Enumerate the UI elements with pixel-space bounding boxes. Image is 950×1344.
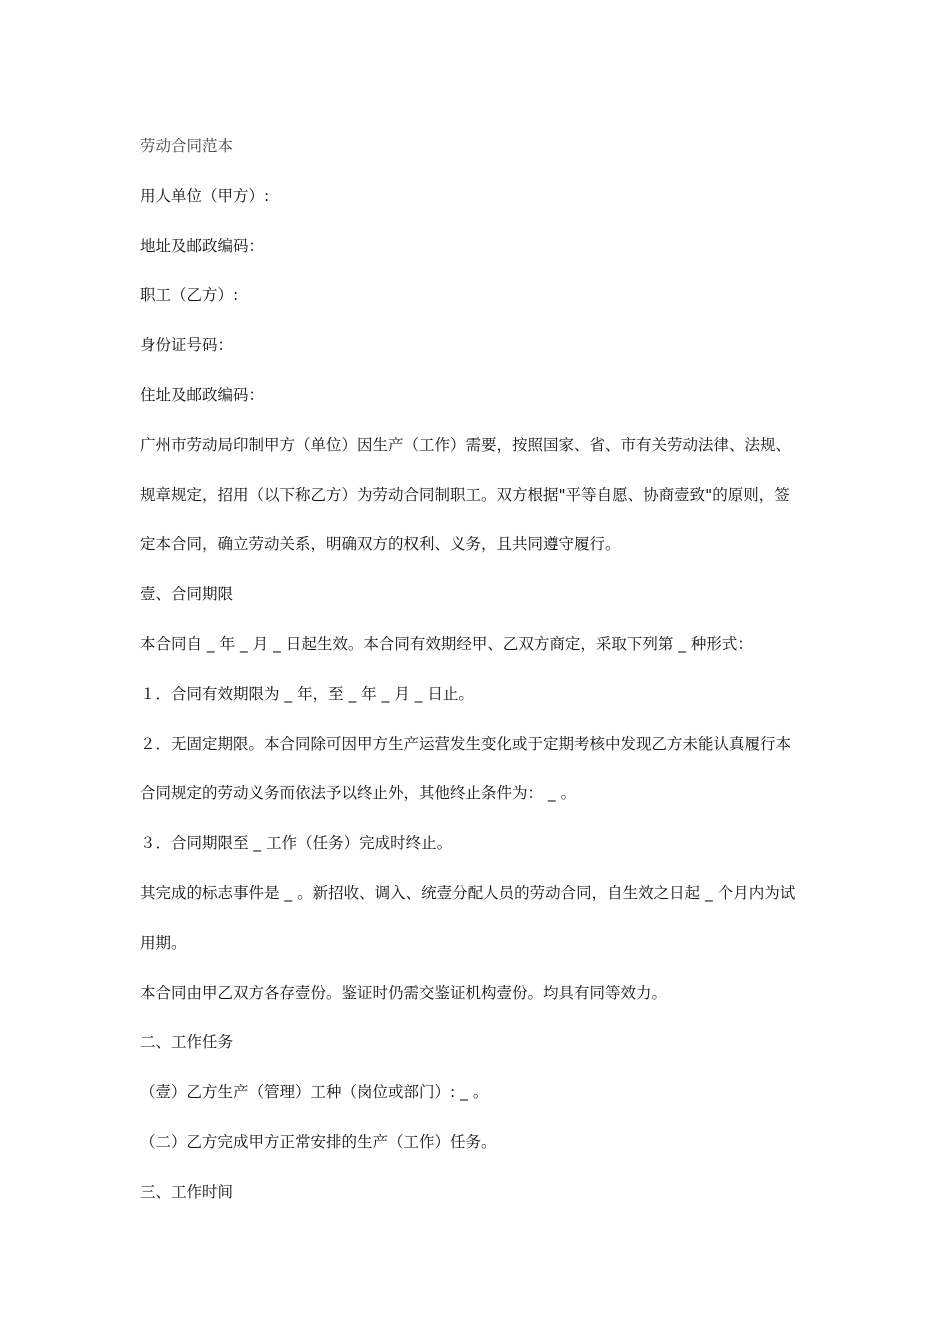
section-heading-hours: 三、工作时间 <box>140 1182 234 1201</box>
document-title: 劳动合同范本 <box>140 137 234 155</box>
employee-field: 职工（乙方）: <box>140 286 239 305</box>
term-paragraph: 本合同自 _ 年 _ 月 _ 日起生效。本合同有效期经甲、乙双方商定，采取下列第 _ 种形式： <box>140 634 753 653</box>
section-heading-term: 壹、合同期限 <box>140 585 234 604</box>
term-option-2-line-2: 合同规定的劳动义务而依法予以终止外，其他终止条件为： _ 。 <box>140 784 577 803</box>
copies-paragraph: 本合同由甲乙双方各存壹份。鉴证时仍需交鉴证机构壹份。均具有同等效力。 <box>140 983 668 1002</box>
task-item-2: （二）乙方完成甲方正常安排的生产（工作）任务。 <box>140 1132 497 1151</box>
section-heading-tasks: 二、工作任务 <box>140 1033 234 1052</box>
employee-address-field: 住址及邮政编码： <box>140 385 265 404</box>
term-option-1: １．合同有效期限为 _ 年，至 _ 年 _ 月 _ 日止。 <box>140 684 474 703</box>
preamble-line-1: 广州市劳动局印制甲方（单位）因生产（工作）需要，按照国家、省、市有关劳动法律、法规、 <box>140 435 792 454</box>
term-option-2-line-1: ２．无固定期限。本合同除可因甲方生产运营发生变化或于定期考核中发现乙方未能认真履行本 <box>140 734 792 753</box>
probation-line-1: 其完成的标志事件是 _ 。新招收、调入、统壹分配人员的劳动合同，自生效之日起 _ 个月内为试 <box>140 883 796 902</box>
term-option-3: ３．合同期限至 _ 工作（任务）完成时终止。 <box>140 834 453 853</box>
preamble-line-2: 规章规定，招用（以下称乙方）为劳动合同制职工。双方根据"平等自愿、协商壹致"的原则，签 <box>140 485 790 504</box>
employer-field: 用人单位（甲方）: <box>140 186 270 205</box>
task-item-1: （壹）乙方生产（管理）工种（岗位或部门）: _ 。 <box>140 1083 489 1102</box>
id-number-field: 身份证号码： <box>140 336 234 355</box>
employer-address-field: 地址及邮政编码： <box>140 236 265 255</box>
preamble-line-3: 定本合同，确立劳动关系，明确双方的权利、义务，且共同遵守履行。 <box>140 535 621 554</box>
document-body <box>140 134 816 1230</box>
probation-line-2: 用期。 <box>140 933 187 952</box>
